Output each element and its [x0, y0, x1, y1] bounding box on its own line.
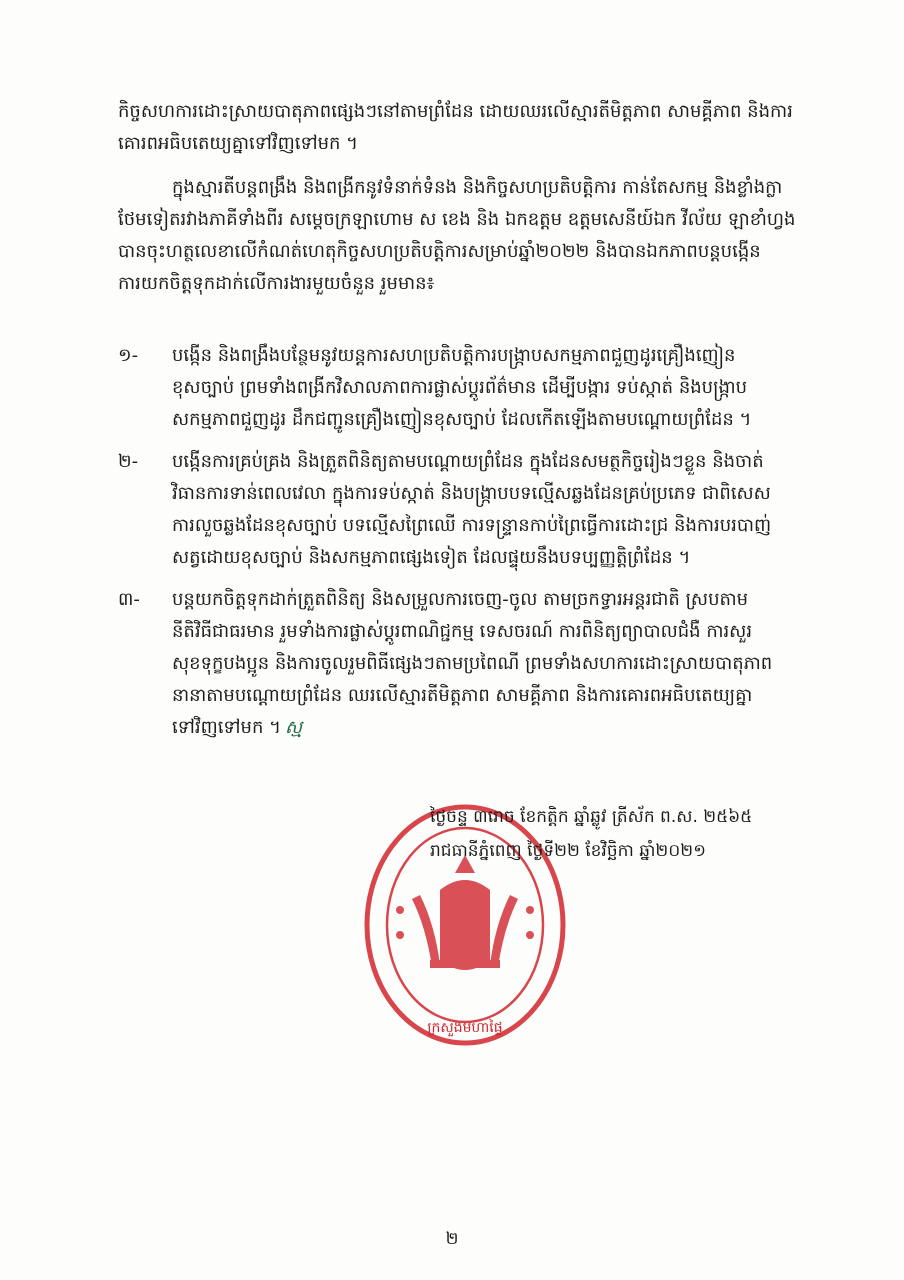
- agreement-list: [118, 340, 826, 744]
- text-line: បន្តយកចិត្តទុកដាក់ត្រួតពិនិត្យ និងសម្រួលការចេញ-ចូល តាមច្រកទ្វារអន្តរជាតិ ស្របតាម: [172, 589, 749, 610]
- text-line: ខុសច្បាប់ ព្រមទាំងពង្រីកវិសាលភាពការផ្លាស់ប្តូរព័ត៌មាន ដើម្បីបង្ការ ទប់ស្កាត់ និងបង្ក្រាប: [172, 377, 748, 398]
- text-line: ថែមទៀតរវាងភាគីទាំងពីរ សម្តេចក្រឡាហោម ស ខេង និង ឯកឧត្តម ឧត្តមសេនីយ៍ឯក វីល័យ ឡាខាំហ្វង: [118, 209, 796, 230]
- solar-date: រាជធានីភ្នំពេញ ថ្ងៃទី២២ ខែវិច្ឆិកា ឆ្នាំ២០២១: [430, 841, 707, 861]
- text-line: ការយកចិត្តទុកដាក់លើការងារមួយចំនួន រួមមាន៖: [118, 273, 435, 294]
- page-number: ២: [445, 1229, 459, 1249]
- list-item-number: ៣-: [118, 589, 140, 610]
- text-line: ក្នុងស្មារតីបន្តពង្រឹង និងពង្រីកនូវទំនាក់ទំនង និងកិច្ចសហប្រតិបត្តិការ កាន់តែសកម្ម និងខ្លាំងក្លា: [172, 177, 783, 198]
- text-line: សត្វដោយខុសច្បាប់ និងសកម្មភាពផ្សេងទៀត ដែលផ្ទុយនឹងបទប្បញ្ញត្តិព្រំដែន ។: [172, 547, 691, 568]
- list-item: [118, 584, 826, 744]
- text-line: [172, 712, 826, 744]
- text-line: នានាតាមបណ្តោយព្រំដែន ឈរលើស្មារតីមិត្តភាព សាមគ្គីភាព និងការគោរពអធិបតេយ្យគ្នា: [172, 685, 753, 706]
- initials-mark: ស្ម: [285, 717, 303, 738]
- text-line: ការលួចឆ្លងដែនខុសច្បាប់ បទល្មើសព្រៃឈើ ការទន្ទ្រានកាប់ព្រៃធ្វើការដោះជ្រ និងការបរបាញ់: [172, 515, 772, 536]
- lunar-date: ថ្ងៃចន្ទ ៣រោច ខែកត្តិក ឆ្នាំឆ្លូវ ត្រីស័ក ព.ស. ២៥៦៥: [430, 807, 753, 827]
- list-item: [118, 340, 826, 436]
- seal-text: ក្រសួងមហាផ្ទៃ: [427, 1020, 503, 1036]
- text-line-end: ទៅវិញទៅមក ។: [172, 717, 281, 738]
- paragraph-signing-minutes: [118, 172, 826, 300]
- date-block: [430, 800, 752, 868]
- text-line: សកម្មភាពជួញដូរ ដឹកជញ្ជូនគ្រឿងញៀនខុសច្បាប់ ដែលកើតឡើងតាមបណ្តោយព្រំដែន ។: [172, 409, 752, 430]
- text-line: វិធានការទាន់ពេលវេលា ក្នុងការទប់ស្កាត់ និងបង្ក្រាបបទល្មើសឆ្លងដែនគ្រប់ប្រភេទ ជាពិសេស: [172, 483, 771, 504]
- text-line: សុខទុក្ខបងប្អូន និងការចូលរួមពិធីផ្សេងៗតាមប្រពៃណី ព្រមទាំងសហការដោះស្រាយបាតុភាព: [172, 653, 773, 674]
- text-line: កិច្ចសហការដោះស្រាយបាតុភាពផ្សេងៗនៅតាមព្រំដែន ដោយឈរលើស្មារតីមិត្តភាព សាមគ្គីភាព និងការ: [118, 101, 793, 122]
- text-line: នីតិវិធីជាធរមាន រួមទាំងការផ្លាស់ប្តូរពាណិជ្ជកម្ម ទេសចរណ៍ ការពិនិត្យព្យាបាលជំងឺ ការសួរ: [172, 621, 753, 642]
- text-line: បង្កើនការគ្រប់គ្រង និងត្រួតពិនិត្យតាមបណ្តោយព្រំដែន ក្នុងដែនសមត្ថកិច្ចរៀងៗខ្លួន និងចាត់: [172, 451, 764, 472]
- text-line: គោរពអធិបតេយ្យគ្នាទៅវិញទៅមក ។: [118, 133, 359, 154]
- list-item-number: ១-: [118, 345, 139, 366]
- list-item-number: ២-: [118, 451, 139, 472]
- list-item: [118, 446, 826, 574]
- text-line: បង្កើន និងពង្រឹងបន្ថែមនូវយន្តការសហប្រតិបត្តិការបង្ក្រាបសកម្មភាពជួញដូរគ្រឿងញៀន: [172, 345, 736, 366]
- paragraph-cooperation-end: [118, 96, 826, 160]
- text-line: បានចុះហត្ថលេខាលើកំណត់ហេតុកិច្ចសហប្រតិបត្តិការសម្រាប់ឆ្នាំ២០២២ និងបានឯកភាពបន្តបង្កើន: [118, 241, 761, 262]
